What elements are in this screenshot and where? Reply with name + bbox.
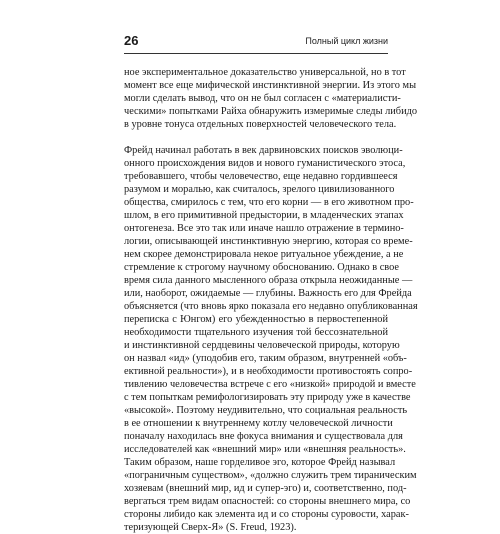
text-line: исследователей как «внешний мир» или «внешняя реальность». <box>124 444 406 455</box>
text-line: общества, смирилось с тем, что его корни — в его животном про- <box>124 197 414 208</box>
paragraph <box>124 144 418 534</box>
text-line: и инстинктивной сердцевины человеческой природы, которую <box>124 340 400 351</box>
text-line: шлом, в его примитивной предыстории, в младенческих этапах <box>124 210 404 221</box>
text-line: с тем попыткам ремифологизировать эту природу уже в качестве <box>124 392 411 403</box>
text-line: переписка с Юнгом) его убежденностью в первостепенной <box>124 314 388 325</box>
text-line: онного происхождения видов и нового гуманистического этоса, <box>124 158 406 169</box>
text-line: «высокой». Поэтому неудивительно, что социальная реальность <box>124 405 408 416</box>
text-line: теризующей Сверх-Я» (S. Freud, 1923). <box>124 522 297 533</box>
running-title: Полный цикл жизни <box>305 36 388 46</box>
text-line: время сила данного мысленного образа открыла неожиданные — <box>124 275 413 286</box>
text-line: нем скорее демонстрировала некое ритуальное убеждение, а не <box>124 249 404 260</box>
text-line: могли сделать вывод, что он не был согласен с «материалисти- <box>124 93 401 104</box>
text-line: разумом и моралью, как считалось, зрелого цивилизованного <box>124 184 395 195</box>
paragraph-gap <box>124 131 388 144</box>
text-line: необходимости тщательного изучения той бессознательной <box>124 327 388 338</box>
paragraph <box>124 66 418 131</box>
text-line: или, наоборот, ожидаемые — глубины. Важность его для Фрейда <box>124 288 412 299</box>
page-header <box>124 33 388 53</box>
text-line: объясняется (что вновь ярко показала его недавно опубликованная <box>124 301 418 312</box>
text-line: Таким образом, наше горделивое эго, которое Фрейд называл <box>124 457 396 468</box>
text-line: ное экспериментальное доказательство универсальной, но в тот <box>124 67 406 78</box>
text-line: тивлению человечества встрече с его «низкой» природой и вместе <box>124 379 416 390</box>
text-line: онтогенеза. Все это так или иначе нашло отражение в термино- <box>124 223 404 234</box>
header-rule <box>124 53 388 54</box>
page-number: 26 <box>124 33 139 48</box>
text-line: в ее отношении к внутреннему котлу человеческой личности <box>124 418 393 429</box>
text-line: он назвал «ид» (уподобив его, таким образом, внутренней «объ- <box>124 353 407 364</box>
text-line: поначалу находилась вне фокуса внимания и существовала для <box>124 431 403 442</box>
text-line: вергаться трем видам опасностей: со стороны внешнего мира, со <box>124 496 411 507</box>
text-line: ективной реальности»), и в необходимости противостоять сопро- <box>124 366 413 377</box>
text-line: стремление к строгому научному обоснованию. Однако в свое <box>124 262 400 273</box>
text-line: стороны либидо как элемента ид и со стороны суровости, харак- <box>124 509 409 520</box>
text-line: хозяевам (внешний мир, ид и супер-эго) и, соответственно, под- <box>124 483 407 494</box>
text-line: «пограничным существом», «должно служить трем тираническим <box>124 470 417 481</box>
text-line: ческими» попытками Райха обнаружить измеримые следы либидо <box>124 106 418 117</box>
text-line: в уровне тонуса отдельных поверхностей человеческого тела. <box>124 119 397 130</box>
text-line: требовавшего, чтобы человечество, еще недавно гордившееся <box>124 171 398 182</box>
text-line: логии, описывающей инстинктивную энергию, которая со време- <box>124 236 413 247</box>
text-line: момент все еще мифической инстинктивной энергии. Из этого мы <box>124 80 417 91</box>
text-line: Фрейд начинал работать в век дарвиновских поисков эволюци- <box>124 145 403 156</box>
body-text <box>124 66 418 534</box>
